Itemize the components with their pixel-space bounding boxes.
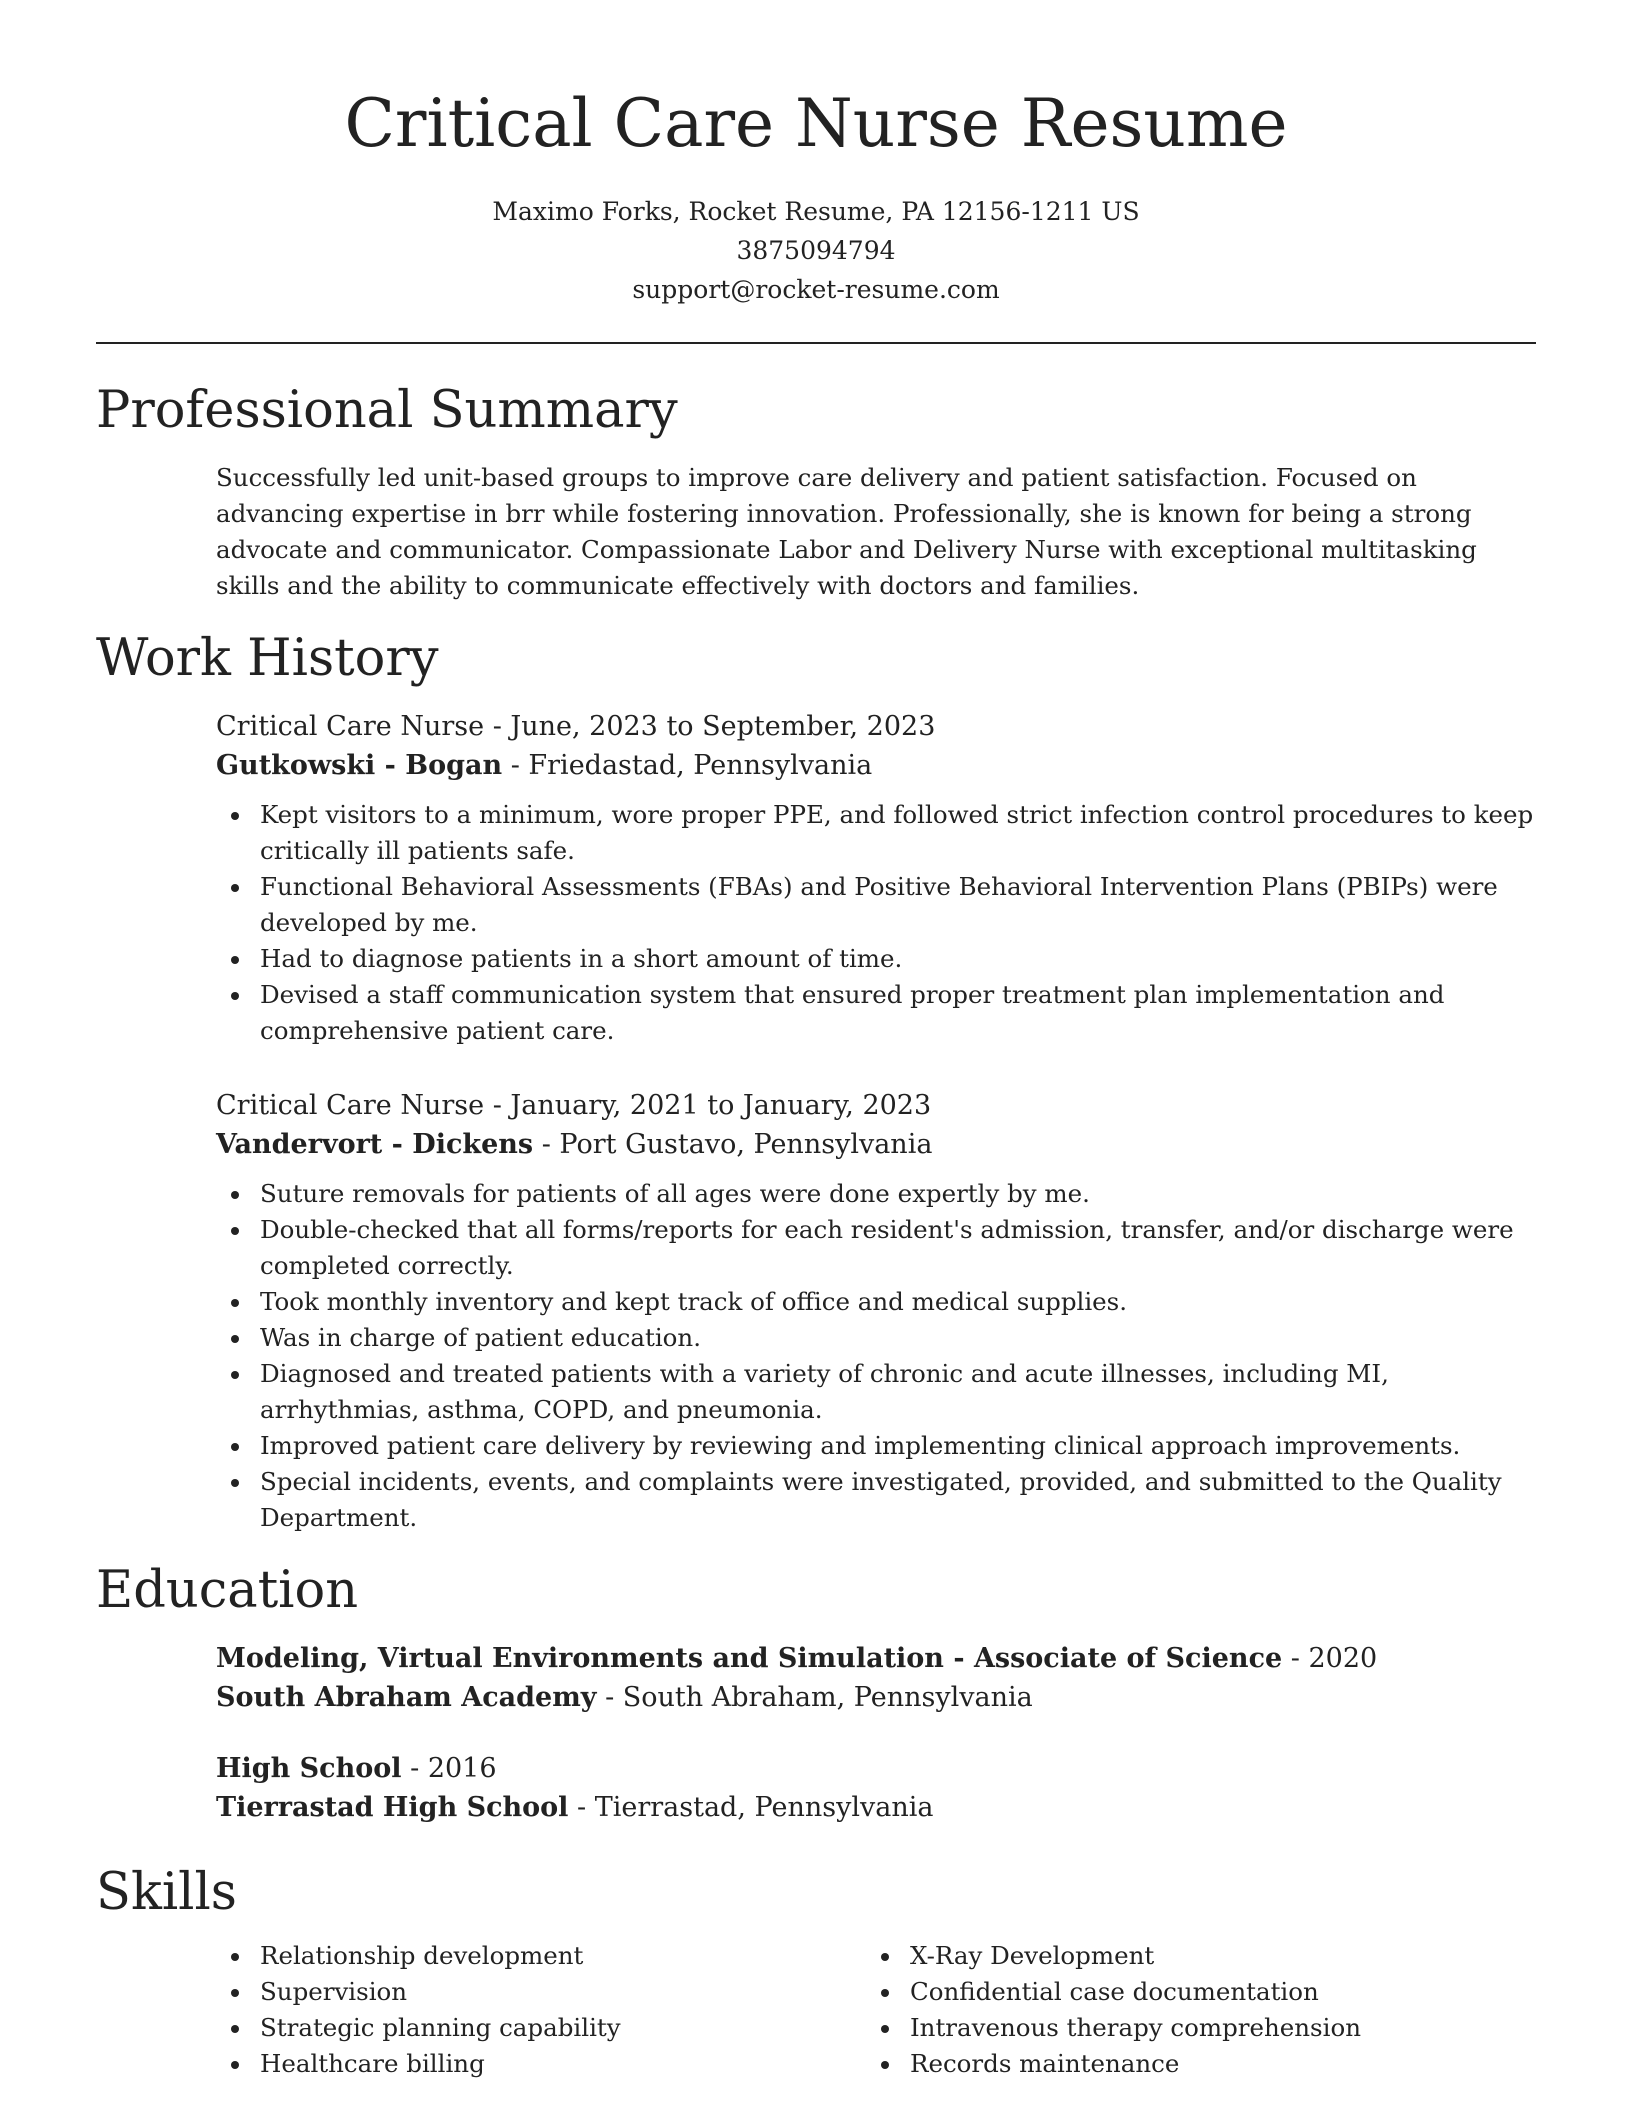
job-entry xyxy=(216,707,1536,1049)
job-title-line xyxy=(216,707,1536,746)
skill-item: Strategic planning capability xyxy=(260,2010,836,2046)
job-title: Critical Care Nurse xyxy=(216,711,485,742)
education-school-line xyxy=(216,1788,1536,1827)
job-bullet: Functional Behavioral Assessments (FBAs) and Positive Behavioral Intervention Plans (PBIPs) were developed by me. xyxy=(260,869,1536,941)
job-company-line xyxy=(216,746,1536,785)
contact-phone: 3875094794 xyxy=(736,236,896,265)
skills-column-left xyxy=(216,1938,836,2082)
job-title: Critical Care Nurse xyxy=(216,1090,485,1121)
summary-heading: Professional Summary xyxy=(96,381,678,440)
summary-text: Successfully led unit-based groups to improve care delivery and patient satisfaction. Focused on advancing expertise in brr while fostering innovation. Professionally, she is known for being a strong advocate and communicator. Compassionate Labor and Delivery Nurse with exceptional multitasking skills and the ability to communicate effectively with doctors and families. xyxy=(216,463,1477,600)
education-degree: High School xyxy=(216,1753,402,1784)
education-location: - Tierrastad, Pennsylvania xyxy=(568,1792,934,1823)
job-bullet: Devised a staff communication system that ensured proper treatment plan implementation and comprehensive patient care. xyxy=(260,977,1536,1049)
job-bullet: Suture removals for patients of all ages were done expertly by me. xyxy=(260,1176,1536,1212)
education-year: - 2020 xyxy=(1282,1643,1378,1674)
job-bullet: Took monthly inventory and kept track of office and medical supplies. xyxy=(260,1284,1536,1320)
education-school-line xyxy=(216,1678,1536,1717)
job-bullet: Was in charge of patient education. xyxy=(260,1320,1536,1356)
skills-list xyxy=(216,1938,836,2082)
education-school: Tierrastad High School xyxy=(216,1792,569,1823)
job-bullet: Double-checked that all forms/reports for each resident's admission, transfer, and/or discharge were completed correctly. xyxy=(260,1212,1536,1284)
education-school: South Abraham Academy xyxy=(216,1682,597,1713)
skills-column-right xyxy=(866,1938,1486,2082)
job-entry xyxy=(216,1086,1536,1536)
skill-item: Intravenous therapy comprehension xyxy=(910,2010,1486,2046)
skill-item: Healthcare billing xyxy=(260,2046,836,2082)
job-bullet: Diagnosed and treated patients with a variety of chronic and acute illnesses, including MI, arrhythmias, asthma, COPD, and pneumonia. xyxy=(260,1356,1536,1428)
education-degree-line xyxy=(216,1639,1536,1678)
education-year: - 2016 xyxy=(401,1753,497,1784)
education-degree: Modeling, Virtual Environments and Simulation - Associate of Science xyxy=(216,1643,1283,1674)
contact-info xyxy=(0,192,1632,309)
education-degree-line xyxy=(216,1749,1536,1788)
job-bullet: Improved patient care delivery by reviewing and implementing clinical approach improvements. xyxy=(260,1428,1536,1464)
education-heading: Education xyxy=(96,1561,359,1620)
job-company-line xyxy=(216,1125,1536,1164)
job-dates: - June, 2023 to September, 2023 xyxy=(484,711,936,742)
job-bullets xyxy=(216,797,1536,1049)
job-company: Vandervort - Dickens xyxy=(216,1129,534,1160)
skill-item: Supervision xyxy=(260,1974,836,2010)
skills-list xyxy=(866,1938,1486,2082)
skill-item: Relationship development xyxy=(260,1938,836,1974)
resume-title: Critical Care Nurse Resume xyxy=(344,85,1288,162)
skill-item: X-Ray Development xyxy=(910,1938,1486,1974)
skills-heading: Skills xyxy=(96,1863,237,1922)
job-bullet: Special incidents, events, and complaints were investigated, provided, and submitted to the Quality Department. xyxy=(260,1464,1536,1536)
education-entry xyxy=(216,1749,1536,1827)
work-history-heading: Work History xyxy=(96,629,439,688)
education-location: - South Abraham, Pennsylvania xyxy=(596,1682,1033,1713)
education-entry xyxy=(216,1639,1536,1717)
job-bullets xyxy=(216,1176,1536,1536)
contact-email: support@rocket-resume.com xyxy=(632,275,1000,304)
job-location: - Friedastad, Pennsylvania xyxy=(502,750,873,781)
job-title-line xyxy=(216,1086,1536,1125)
summary-section xyxy=(216,460,1536,604)
job-bullet: Kept visitors to a minimum, wore proper PPE, and followed strict infection control procedures to keep critically ill patients safe. xyxy=(260,797,1536,869)
contact-address: Maximo Forks, Rocket Resume, PA 12156-1211 US xyxy=(492,197,1140,226)
job-location: - Port Gustavo, Pennsylvania xyxy=(533,1129,933,1160)
job-dates: - January, 2021 to January, 2023 xyxy=(484,1090,932,1121)
skill-item: Records maintenance xyxy=(910,2046,1486,2082)
header-divider xyxy=(96,342,1536,344)
job-bullet: Had to diagnose patients in a short amount of time. xyxy=(260,941,1536,977)
skill-item: Confidential case documentation xyxy=(910,1974,1486,2010)
job-company: Gutkowski - Bogan xyxy=(216,750,503,781)
